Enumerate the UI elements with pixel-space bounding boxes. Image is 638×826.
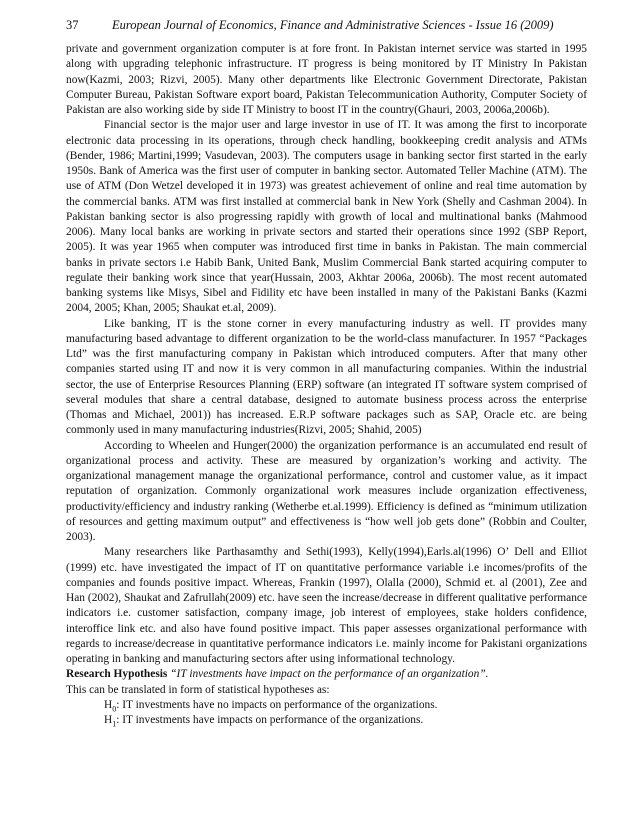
hypothesis-text: : IT investments have impacts on performance of the organizations. — [116, 714, 424, 726]
paragraph-manufacturing: Like banking, IT is the stone corner in every manufacturing industry as well. IT provides many manufacturing based advantage to different organization to be the world-class manufacturer. In 1957 “Packages Ltd” was the first manufacturing company in Pakistan which introduced computers. After that many other companies started using IT and now it is very common in all manufacturing companies. Within the industrial sector, the use of Enterprise Resources Planning (ERP) software (an integrated IT software system comprised of several modules that share a central database, designed to automate business process across the enterprise (Thomas and Michael, 2001)) has increased. E.R.P software packages such as SAP, Oracle etc. are being commonly used in many manufacturing industries(Rizvi, 2005; Shahid, 2005) — [66, 317, 587, 437]
translation-line: This can be translated in form of statistical hypotheses as: — [66, 683, 330, 696]
hypothesis-symbol: H — [104, 698, 113, 711]
running-header — [66, 18, 587, 38]
research-hypothesis — [66, 667, 587, 682]
hypothesis-subscript: 1 — [112, 719, 117, 729]
page-number: 37 — [66, 18, 79, 32]
hypothesis-h1 — [66, 713, 587, 728]
article-body — [66, 42, 587, 728]
paragraph-prior-research: Many researchers like Parthasamthy and Sethi(1993), Kelly(1994),Earls.al(1996) O’ Dell and Elliot (1999) etc. have investigated the impact of IT on quantitative performance variable i.e incomes/profits of the companies and founds positive impact. Whereas, Frankin (1997), Olalla (2000), Schmid et. al (2001), Zee and Han (2002), Shaukat and Zafrullah(2009) etc. have seen the increase/decrease in different qualitative performance indicators i.e. customer satisfaction, company image, job interest of employees, stake holders confidence, interoffice link etc. and also have found positive impact. This paper assesses organizational performance with regards to increase/decrease in quantitative performance indicators i.e. mainly income for Pakistani organizations operating in banking and manufacturing sectors after using informational technology. — [66, 546, 587, 665]
paragraph-organization-performance: According to Wheelen and Hunger(2000) the organization performance is an accumulated end result of organizational process and activity. These are measured by organization’s working and activity. The organizational management manage the organizational performance, control and customer value, as it impact reputation of organization. Commonly organizational work measures include organization effectiveness, productivity/efficiency and industry ranking (Wetherbe et.al.1999). Efficiency is defined as “minimum utilization of resources and getting maximum output” and effectiveness is “how well job gets done” (Robbin and Coulter, 2003). — [66, 439, 587, 543]
hypothesis-symbol: H — [104, 714, 113, 726]
paragraph-it-in-pakistan: private and government organization computer is at fore front. In Pakistan internet service was started in 1995 along with upgrading telephonic infrastructure. IT progress is being monitored by IT Ministry In Pakistan now(Kazmi, 2003; Rizvi, 2005). Many other departments like Electronic Government Directorate, Pakistan Computer Bureau, Pakistan Software export board, Pakistan Telecommunication Authority, Computer Society of Pakistan are also working side by side IT Ministry to boost IT in the country(Ghauri, 2003, 2006a,2006b). — [66, 43, 587, 116]
research-hypothesis-label: Research Hypothesis — [66, 668, 168, 681]
hypothesis-h0 — [66, 698, 587, 713]
paragraph-financial-sector: Financial sector is the major user and large investor in use of IT. It was among the first to incorporate electronic data processing in its operations, through check handling, bookkeeping credit analysis and ATMs (Bender, 1986; Martini,1999; Vasudevan, 2003). The computers usage in banking sector first started in the early 1950s. Bank of America was the first user of computer in banking sector. Automated Teller Machine (ATM). The use of ATM (Don Wetzel developed it in 1973) was greatest achievement of online and real time automation by the commercial banks. ATM was first installed at commercial bank in New York (Shelly and Cashman 2004). In Pakistan banking sector is also progressing rapidly with growth of local and multinational banks (Mahmood 2006). Many local banks are working in private sectors and started their operations since 1992 (SBP Report, 2005). It was year 1965 when computer was introduced first time in banks in Pakistan. The main commercial banks in private sectors i.e Habib Bank, United Bank, Muslim Commercial Bank started acquiring computer to regulate their banking work since that year(Hussain, 2003, Akhtar 2006a, 2006b). The most recent automated banking systems like Misys, Sibel and Fidility etc have been installed in many of the Pakistani Banks (Kazmi 2004, 2005; Khan, 2005; Shaukat et.al, 2009). — [66, 119, 587, 315]
journal-title: European Journal of Economics, Finance and Administrative Sciences - Issue 16 (2009) — [112, 18, 554, 32]
hypothesis-subscript: 0 — [112, 704, 117, 714]
hypothesis-text: : IT investments have no impacts on performance of the organizations. — [116, 698, 438, 711]
research-hypothesis-text: “IT investments have impact on the performance of an organization”. — [170, 668, 489, 681]
page — [66, 18, 587, 728]
